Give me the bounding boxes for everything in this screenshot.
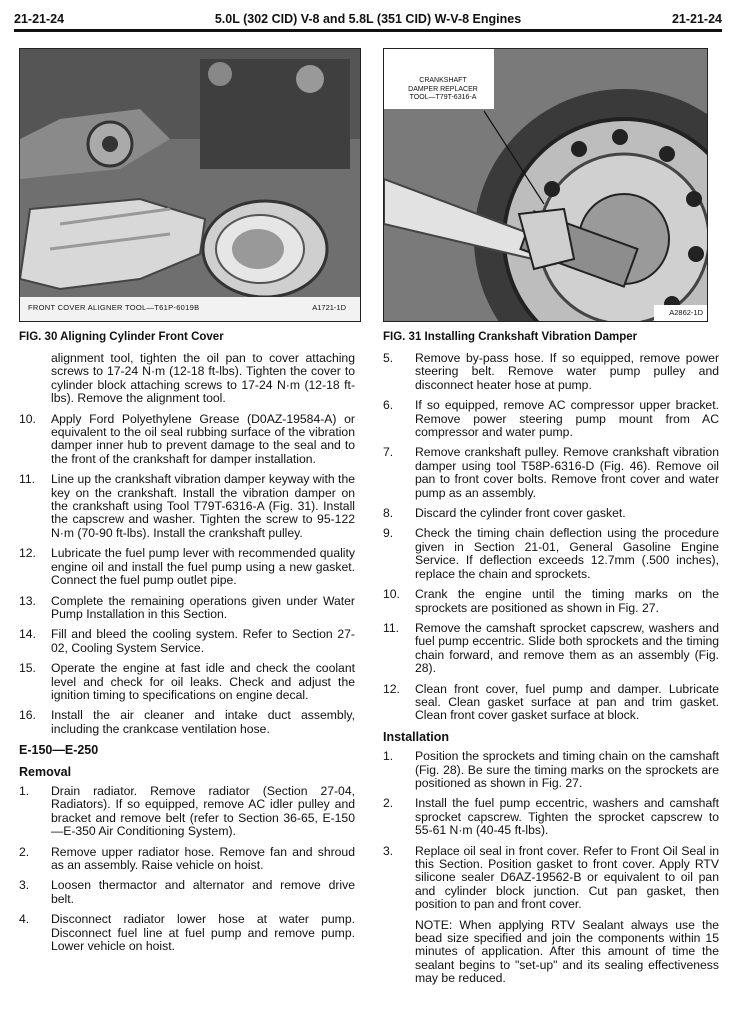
section-heading: E-150—E-250 (19, 743, 99, 758)
figure-31-label-line2: DAMPER REPLACER (408, 85, 478, 93)
step-number: 5. (383, 351, 394, 365)
step-number: 1. (383, 749, 394, 764)
step-item (383, 352, 719, 392)
step-text: Line up the crankshaft vibration damper keyway with the key on the crankshaft. Install the vibration damper on the crankshaft using Tool T79T-6316-A (Fig. 31). Install the capscrew and washer. Tighten the screw to 95-122 N·m (70-90 ft-lbs). Install the crankshaft pulley. (51, 472, 355, 540)
installation-heading: Installation (383, 729, 449, 744)
step-text: Remove upper radiator hose. Remove fan and shroud as an assembly. Raise vehicle on hoist. (51, 844, 355, 872)
step-text: Check the timing chain deflection using the procedure given in Section 21-01, General Gasoline Engine Service. If deflection exceeds 12.7mm (.500 inches), replace the chain and sprockets. (415, 526, 719, 581)
step-item (19, 785, 355, 839)
step-text: Replace oil seal in front cover. Refer to Front Oil Seal in this Section. Position gasket to front cover. Apply RTV silicone sealer D6AZ-19562-B or equivalent to oil pan and cylinder block junction. Cut pan gasket, then position to pan and front cover. (415, 843, 719, 912)
step-item (19, 879, 355, 906)
step-item (19, 913, 355, 953)
step-number: 10. (19, 411, 36, 426)
figure-30-caption: FIG. 30 Aligning Cylinder Front Cover (19, 331, 224, 343)
step-item (383, 527, 719, 581)
figure-30-tool-label: FRONT COVER ALIGNER TOOL—T61P-6019B (28, 303, 200, 312)
step-number: 1. (19, 783, 30, 798)
page-title: 5.0L (302 CID) V-8 and 5.8L (351 CID) W-V-8 Engines (214, 12, 522, 26)
step-number: 10. (383, 587, 400, 602)
step-number: 12. (383, 681, 400, 696)
step-item (383, 845, 719, 912)
step-text: Fill and bleed the cooling system. Refer to Section 27-02, Cooling System Service. (51, 627, 355, 655)
right-column (383, 352, 719, 986)
step-item (383, 750, 719, 790)
step-item (383, 446, 719, 500)
step-item (19, 846, 355, 873)
step-text: Disconnect radiator lower hose at water pump. Disconnect fuel line at fuel pump and remove pump. Lower vehicle on hoist. (51, 912, 355, 954)
figure-31-tool-label (396, 77, 490, 103)
step-item (19, 662, 355, 702)
step-text: Crank the engine until the timing marks on the sprockets are positioned as shown in Fig. 27. (415, 587, 719, 615)
step-number: 13. (19, 593, 36, 608)
step-item (19, 628, 355, 655)
page-header (14, 10, 722, 30)
step-text: Position the sprockets and timing chain on the camshaft (Fig. 28). Be sure the timing marks on the sprockets are positioned as shown in Fig. 27. (415, 749, 719, 790)
step-text: Lubricate the fuel pump lever with recommended quality engine oil and install the fuel pump using a new gasket. Connect the fuel pump outlet pipe. (51, 546, 355, 588)
step-number: 6. (383, 398, 394, 413)
step-item (383, 399, 719, 439)
figure-31-caption: FIG. 31 Installing Crankshaft Vibration Damper (383, 331, 638, 343)
step-number: 2. (383, 796, 394, 811)
step-text: If so equipped, remove AC compressor upper bracket. Remove power steering pump mount from AC compressor and water pump. (415, 398, 719, 440)
step-item (19, 473, 355, 540)
figure-31-label-line3: TOOL—T79T-6316-A (409, 94, 477, 102)
step-text: Loosen thermactor and alternator and remove drive belt. (51, 878, 355, 906)
step-text: Install the fuel pump eccentric, washers and camshaft sprocket capscrew. Tighten the sprocket capscrew to 55-61 N·m (40-45 ft-lbs). (415, 796, 719, 838)
step-item (19, 413, 355, 467)
left-steps-list (19, 413, 355, 737)
figure-31-label-line1: CRANKSHAFT (419, 77, 467, 84)
step-number: 15. (19, 661, 36, 676)
step-item (383, 683, 719, 723)
step-item (383, 507, 719, 520)
step-item (19, 547, 355, 587)
step-item (383, 588, 719, 615)
step-text: Operate the engine at fast idle and check the coolant level and check for oil leaks. Check and adjust the ignition timing to specifications on engine decal. (51, 661, 355, 702)
continued-step-text: alignment tool, tighten the oil pan to cover attaching screws to 17-24 N·m (12-18 ft-lbs). Tighten the cover to cylinder block attaching screws to 17-24 N·m (12-18 ft-lbs). Remove the alignment tool. (51, 351, 355, 406)
step-number: 12. (19, 546, 36, 561)
step-number: 3. (19, 878, 30, 893)
removal-steps-list (19, 785, 355, 953)
page-number-left: 21-21-24 (14, 12, 65, 26)
step-item (19, 595, 355, 622)
right-steps-list (383, 352, 719, 723)
installation-steps-list (383, 750, 719, 911)
step-text: Apply Ford Polyethylene Grease (D0AZ-19584-A) or equivalent to the oil seal rubbing surface of the vibration damper inner hub to prevent damage to the seal and to the front of the crankshaft for damper installation. (51, 411, 355, 466)
step-text: Clean front cover, fuel pump and damper. Lubricate seal. Clean gasket surface at pan and trim gasket. Clean front cover gasket surface at block. (415, 681, 719, 723)
step-item (19, 709, 355, 736)
figure-30-photo (19, 48, 361, 322)
left-column (19, 352, 355, 960)
step-number: 16. (19, 708, 36, 723)
step-number: 2. (19, 844, 30, 859)
step-item (383, 797, 719, 837)
step-number: 4. (19, 912, 30, 927)
step-text: Remove the camshaft sprocket capscrew, washers and fuel pump eccentric. Slide both sprockets and the timing chain forward, and remove them as an assembly (Fig. 28). (415, 620, 719, 676)
removal-heading: Removal (19, 764, 72, 779)
figure-31-id: A2862-1D (669, 308, 703, 317)
step-number: 14. (19, 627, 36, 642)
step-number: 11. (19, 472, 36, 487)
rtv-note: NOTE: When applying RTV Sealant always use the bead size specified and join the components within 15 minutes of application. After this amount of time the sealant begins to "set-up" and its sealing effectiveness may be reduced. (415, 917, 719, 986)
step-number: 11. (383, 620, 400, 635)
page-number-right: 21-21-24 (671, 12, 722, 26)
header-rule (14, 29, 722, 32)
step-number: 8. (383, 506, 394, 521)
step-number: 3. (383, 843, 394, 858)
figure-31-photo (383, 48, 708, 322)
step-text: Remove by-pass hose. If so equipped, remove power steering belt. Remove water pump pulley and disconnect heater hose at pump. (415, 351, 719, 392)
step-text: Drain radiator. Remove radiator (Section 27-04, Radiators). If so equipped, remove AC idler pulley and bracket and remove belt (refer to Section 36-65, E-150—E-350 Air Conditioning System). (51, 783, 355, 839)
step-text: Discard the cylinder front cover gasket. (415, 506, 626, 521)
figure-30-id: A1721-1D (312, 303, 346, 312)
step-text: Complete the remaining operations given under Water Pump Installation in this Section. (51, 593, 355, 621)
step-item (383, 622, 719, 676)
step-text: Remove crankshaft pulley. Remove crankshaft vibration damper using tool T58P-6316-D (Fig. 46). Remove oil pan to front cover bolts. Remove front cover and water pump as an assembly. (415, 445, 719, 500)
step-number: 9. (383, 526, 394, 541)
step-number: 7. (383, 445, 394, 460)
step-text: Install the air cleaner and intake duct assembly, including the crankcase ventilation hose. (51, 708, 355, 736)
